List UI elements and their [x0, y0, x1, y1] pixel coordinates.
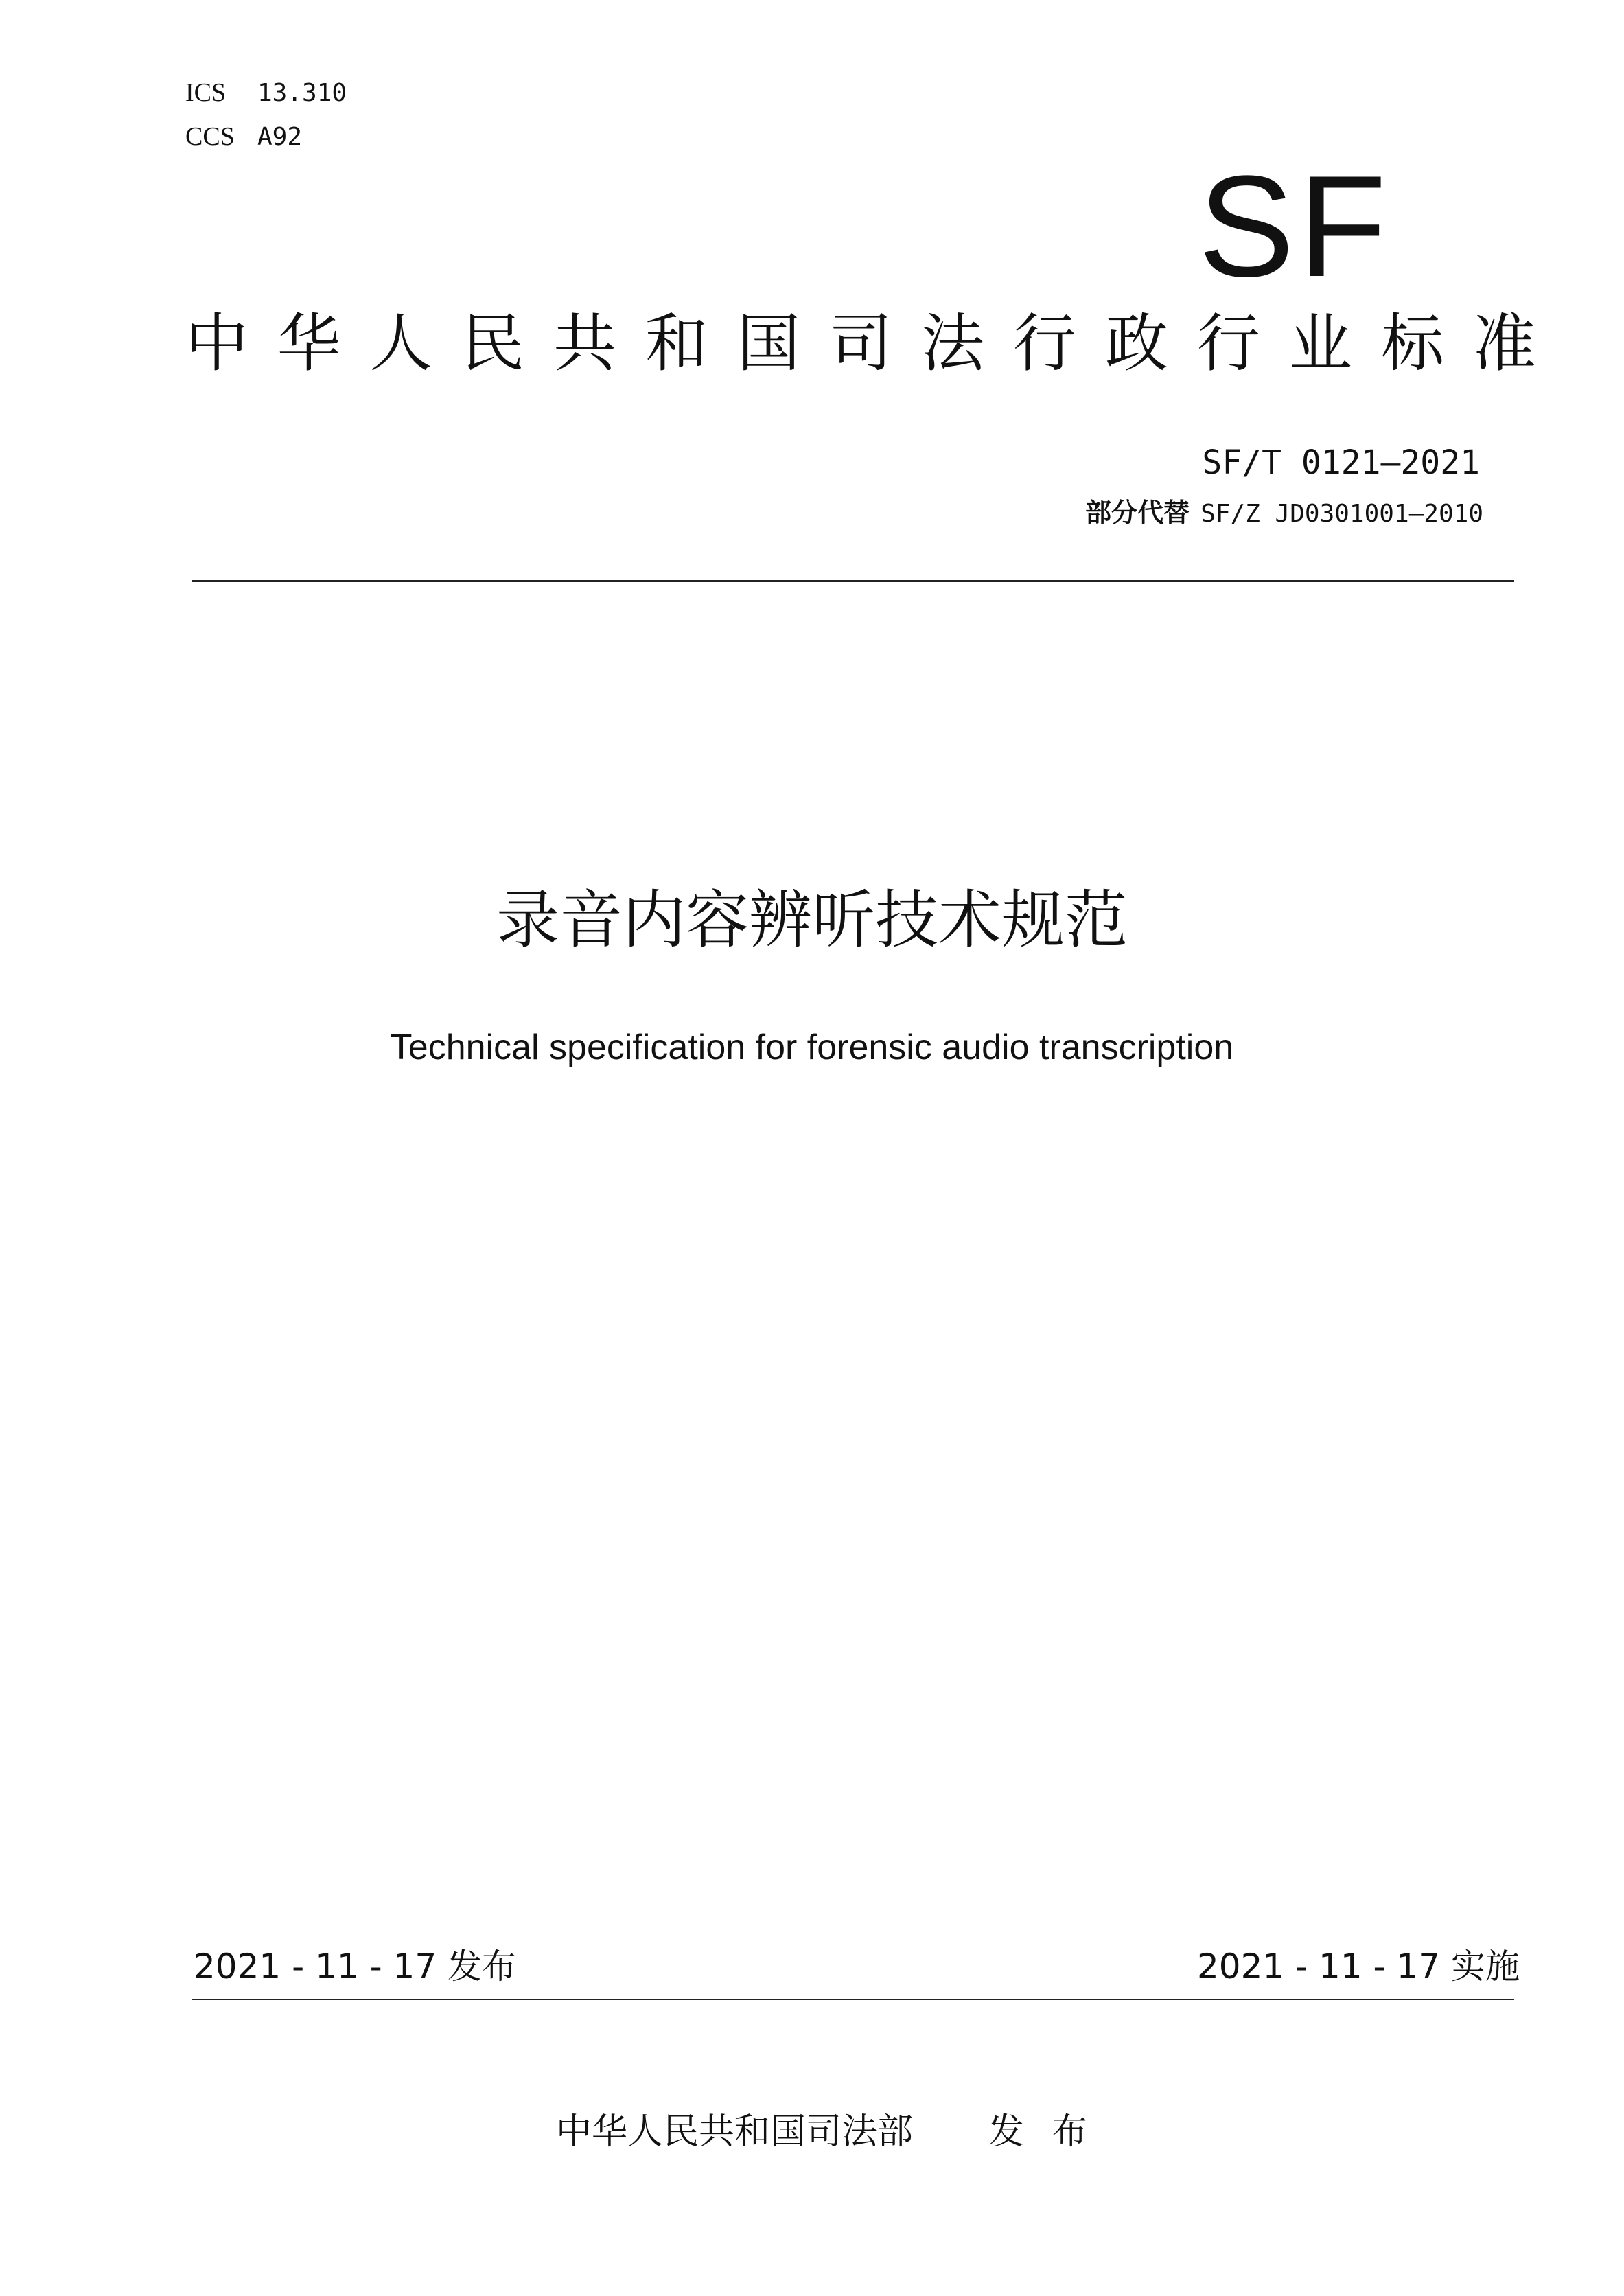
replaces-note [1085, 500, 1483, 526]
document-title-english: Technical specification for forensic audio transcription [390, 1028, 1234, 1067]
ccs-code [185, 124, 302, 150]
bottom-divider [192, 1999, 1514, 2000]
standard-type-heading: 中华人民共和国司法行政行业标准 [185, 307, 1566, 380]
ics-label: ICS [185, 78, 227, 107]
issue-date: 2021 - 11 - 17 发布 [194, 1947, 517, 1986]
ccs-label: CCS [185, 122, 235, 151]
publisher-action: 发布 [988, 2111, 1115, 2153]
replaces-value: SF/Z JD0301001—2010 [1200, 500, 1483, 528]
replaces-label: 部分代替 [1085, 498, 1190, 528]
ics-value: 13.310 [257, 79, 347, 107]
top-divider [192, 580, 1514, 582]
publisher-line [556, 2111, 1115, 2153]
implementation-date: 2021 - 11 - 17 实施 [1196, 1947, 1520, 1986]
document-title-chinese: 录音内容辨听技术规范 [496, 883, 1128, 957]
sf-logo: SF [1198, 146, 1391, 307]
publisher-name: 中华人民共和国司法部 [556, 2111, 914, 2153]
standard-number: SF/T 0121—2021 [1202, 443, 1480, 482]
ics-code [185, 80, 347, 106]
ccs-value: A92 [257, 123, 303, 151]
